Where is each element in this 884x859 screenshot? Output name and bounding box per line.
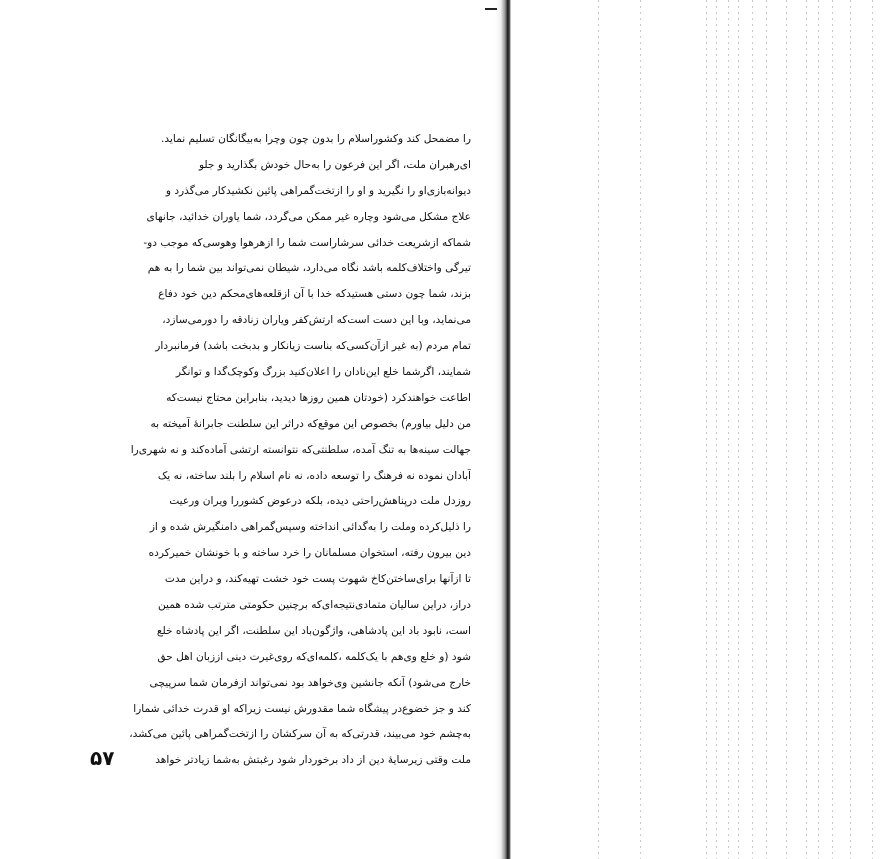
scan-line (818, 0, 819, 859)
text-line: شمایند، اگرشما خلع این‌نادان را اعلان‌کنید بزرگ وکوچک‌گدا و توانگر (175, 366, 471, 379)
scan-line (766, 0, 767, 859)
text-line: تیرگی واختلاف‌کلمه باشد نگاه می‌دارد، شیطان نمی‌تواند بین شما را به هم (147, 262, 471, 275)
scan-line (832, 0, 833, 859)
text-line: ای‌رهبران ملت، اگر این فرعون را به‌حال خودش بگذارید و جلو (198, 158, 471, 171)
text-line: می‌نماید، وبا این دست است‌که ارتش‌کفر و‌یاران زنادقه را دورمی‌سازد، (162, 314, 471, 327)
scan-line (706, 0, 707, 859)
text-line: روزدل ملت درپناهش‌راحتی دیده، بلکه درعوض کشوررا ویران ورعیت (169, 495, 471, 508)
text-line: است، نابود باد این پادشاهی، واژگون‌باد این سلطنت، اگر این پادشاه خلع (156, 624, 471, 637)
gutter-mark (485, 8, 497, 10)
text-line: من دلیل بیاورم) بخصوص این موقع‌که دراثر این سلطنت جابرانهٔ آمیخته به (150, 417, 471, 430)
text-line: دیوانه‌بازی‌او را نگیرید و او را ازتخت‌گمراهی پائین نکشید‌کار می‌گذرد و (165, 184, 471, 197)
text-line: آبادان نموده نه فرهنگ را توسعه داده، نه نام اسلام را بلند ساخته، نه یک (157, 469, 471, 482)
scan-line (640, 0, 641, 859)
text-line: تمام مردم (به غیر ازآن‌کسی‌که بناست زیانکار و بدبخت باشد) فرمانبر‌دار (155, 340, 471, 353)
text-line: به‌چشم خود می‌بیند، قدرتی‌که به آن سرکشان را ازتخت‌گمراهی پائین می‌کشد، (129, 728, 471, 741)
text-line: را مضمحل کند وکشوراسلام را بدون چون وچرا به‌بیگانگان تسلیم نماید. (161, 133, 471, 145)
text-line: اطاعت خواهند‌کرد (خودتان همین روزها دیدید، بنابراین محتاج نیست‌که (166, 391, 471, 404)
text-line: بزند، شما چون دستی هستید‌که خدا با آن ازقلعه‌های‌محکم دین خود دفاع (158, 288, 471, 301)
binding-gutter (495, 0, 511, 859)
text-line: دراز، دراین سالیان متمادی‌نتیجه‌ای‌که برچنین حکومتی مترتب شده همین (157, 599, 471, 612)
text-line: علاج مشکل می‌شود وچاره غیر ممکن می‌گردد، شما یاوران خدائید، جانهای (146, 210, 471, 223)
text-line: خارج می‌شود) آنکه جانشین وی‌خواهد بود نمی‌تواند ازفرمان شما سرپیچی (149, 676, 471, 689)
scan-line (850, 0, 851, 859)
scan-line (786, 0, 787, 859)
scan-line (872, 0, 873, 859)
text-line: تا ازآنها برای‌ساختن‌کاخ شهوت پست خود خشت تهیه‌کند، و دراین مدت (164, 573, 471, 586)
scan-line (806, 0, 807, 859)
text-line: شماکه ازشریعت خدائی سرشاراست شما را ازهرهوا وهوسی‌که موجب دو- (143, 236, 471, 249)
scan-line (738, 0, 739, 859)
text-line: دین بیرون رفته، استخوان مسلمانان را خرد ساخته و با خونشان خمیرکرده (148, 547, 471, 560)
scan-line (752, 0, 753, 859)
body-text (95, 127, 471, 774)
scan-line (716, 0, 717, 859)
text-line: جهالت سینه‌ها به تنگ آمده، سلطنتی‌که نتوانسته ارتشی آماده‌کند و نه شهری‌را (130, 443, 471, 456)
text-line: ملت وقتی زیرسایهٔ دین از داد برخوردار شود رغبتش به‌شما زیادتر خواهد (155, 754, 471, 767)
page-number: ۵۷ (90, 746, 115, 770)
scan-line (598, 0, 599, 859)
scan-line (728, 0, 729, 859)
text-line: شود (و خلع وی‌هم با یک‌کلمه ،کلمه‌ای‌که روی‌غیرت دینی اززبان اهل حق (157, 650, 471, 663)
text-line: را ذلیل‌کرده وملت را به‌گدائی انداخته وسپس‌گمراهی دامنگیرش شده و از (149, 521, 471, 534)
text-line: کند و جز خضوع‌در پیشگاه شما مقدورش نیست زیراکه او قدرت خدائی شمارا (133, 702, 471, 715)
